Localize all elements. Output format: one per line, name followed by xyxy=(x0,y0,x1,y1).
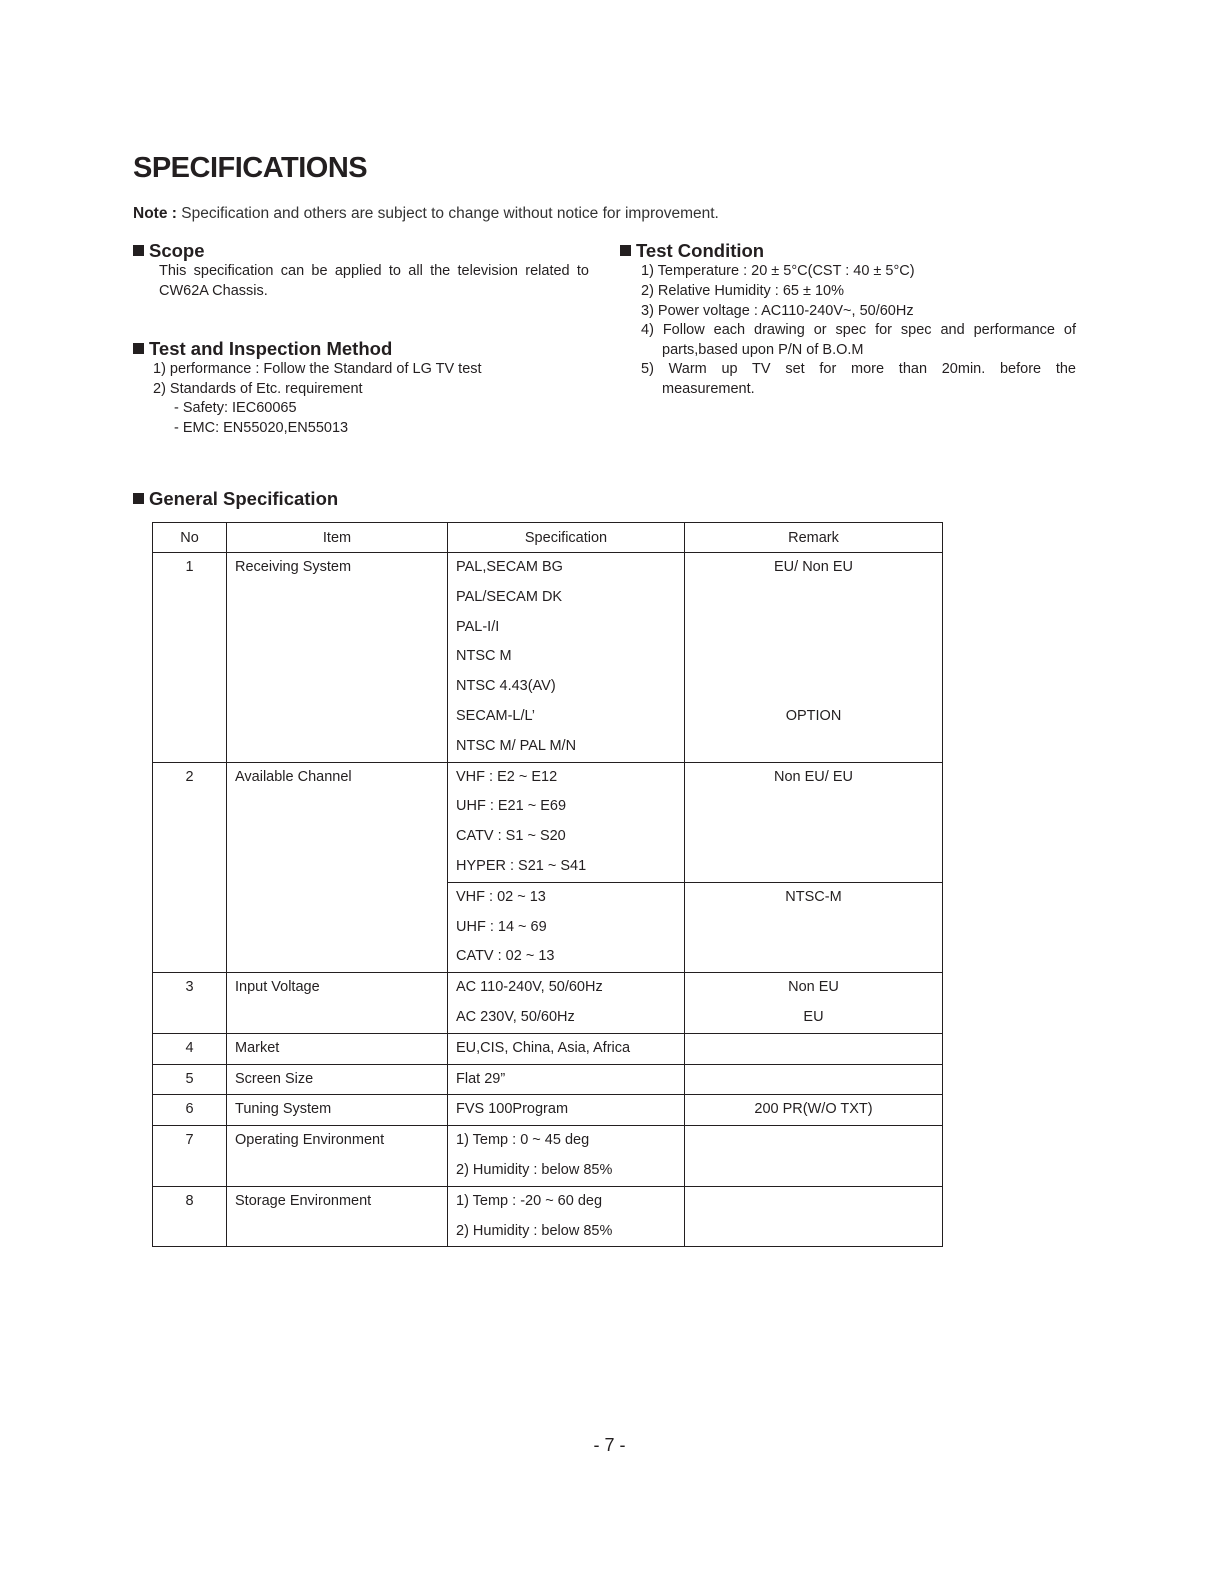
cell-spec: PAL,SECAM BG PAL/SECAM DK PAL-I/I NTSC M NTSC 4.43(AV) SECAM-L/L’ NTSC M/ PAL M/N xyxy=(448,553,685,763)
cell-spec: AC 110-240V, 50/60Hz AC 230V, 50/60Hz xyxy=(448,973,685,1034)
table-row xyxy=(153,973,943,1034)
test-condition-line: 1) Temperature : 20 ± 5°C(CST : 40 ± 5°C) xyxy=(641,263,915,279)
test-method-line: - Safety: IEC60065 xyxy=(174,400,297,416)
cell-item: Tuning System xyxy=(227,1095,448,1126)
table-row xyxy=(153,1064,943,1095)
test-condition-line: measurement. xyxy=(662,381,755,397)
cell-remark: Non EU EU xyxy=(685,973,943,1034)
cell-no: 2 xyxy=(153,762,227,973)
cell-no: 4 xyxy=(153,1033,227,1064)
cell-remark xyxy=(685,1186,943,1247)
scope-heading: Scope xyxy=(133,240,205,262)
scope-line: CW62A Chassis. xyxy=(159,283,268,299)
page-number: - 7 - xyxy=(593,1435,626,1455)
test-method-heading: Test and Inspection Method xyxy=(133,338,392,360)
test-condition-line: 5) Warm up TV set for more than 20min. before the xyxy=(641,361,1076,377)
scope-line: This specification can be applied to all the television related to xyxy=(159,263,589,279)
header-remark: Remark xyxy=(685,523,943,553)
cell-spec: 1) Temp : 0 ~ 45 deg 2) Humidity : below 85% xyxy=(448,1126,685,1187)
cell-spec: VHF : 02 ~ 13 UHF : 14 ~ 69 CATV : 02 ~ 13 xyxy=(448,882,685,972)
cell-spec: Flat 29” xyxy=(448,1064,685,1095)
general-spec-heading: General Specification xyxy=(133,488,338,510)
table-row xyxy=(153,1033,943,1064)
cell-item: Screen Size xyxy=(227,1064,448,1095)
cell-item: Market xyxy=(227,1033,448,1064)
cell-no: 7 xyxy=(153,1126,227,1187)
cell-spec: EU,CIS, China, Asia, Africa xyxy=(448,1033,685,1064)
cell-remark: 200 PR(W/O TXT) xyxy=(685,1095,943,1126)
test-condition-line: 2) Relative Humidity : 65 ± 10% xyxy=(641,283,844,299)
test-condition-line: 4) Follow each drawing or spec for spec and performance of xyxy=(641,322,1076,338)
cell-no: 8 xyxy=(153,1186,227,1247)
cell-remark xyxy=(685,1126,943,1187)
cell-no: 6 xyxy=(153,1095,227,1126)
note xyxy=(133,205,719,223)
header-item: Item xyxy=(227,523,448,553)
cell-remark: EU/ Non EU OPTION xyxy=(685,553,943,763)
cell-spec: VHF : E2 ~ E12 UHF : E21 ~ E69 CATV : S1 ~ S20 HYPER : S21 ~ S41 xyxy=(448,762,685,882)
cell-no: 3 xyxy=(153,973,227,1034)
cell-remark xyxy=(685,1064,943,1095)
square-bullet-icon xyxy=(133,343,144,354)
header-specification: Specification xyxy=(448,523,685,553)
table-row xyxy=(153,1186,943,1247)
table-header-row xyxy=(153,523,943,553)
table-row xyxy=(153,553,943,763)
cell-no: 5 xyxy=(153,1064,227,1095)
cell-spec: 1) Temp : -20 ~ 60 deg 2) Humidity : below 85% xyxy=(448,1186,685,1247)
cell-item: Receiving System xyxy=(227,553,448,763)
square-bullet-icon xyxy=(133,245,144,256)
note-label: Note : xyxy=(133,205,177,222)
note-text: Specification and others are subject to change without notice for improvement. xyxy=(181,205,719,222)
cell-remark: Non EU/ EU xyxy=(685,762,943,882)
test-condition-line: parts,based upon P/N of B.O.M xyxy=(662,342,864,358)
table-row xyxy=(153,1126,943,1187)
table-row xyxy=(153,1095,943,1126)
cell-item: Operating Environment xyxy=(227,1126,448,1187)
header-no: No xyxy=(153,523,227,553)
cell-spec: FVS 100Program xyxy=(448,1095,685,1126)
cell-remark: NTSC-M xyxy=(685,882,943,972)
cell-item: Input Voltage xyxy=(227,973,448,1034)
test-condition-heading: Test Condition xyxy=(620,240,764,262)
cell-no: 1 xyxy=(153,553,227,763)
general-spec-table xyxy=(152,522,943,1247)
cell-remark xyxy=(685,1033,943,1064)
cell-item: Storage Environment xyxy=(227,1186,448,1247)
table-row xyxy=(153,762,943,882)
test-method-line: - EMC: EN55020,EN55013 xyxy=(174,420,349,436)
test-condition-line: 3) Power voltage : AC110-240V~, 50/60Hz xyxy=(641,303,914,319)
page-title: SPECIFICATIONS xyxy=(133,152,368,184)
square-bullet-icon xyxy=(620,245,631,256)
test-method-line: 1) performance : Follow the Standard of LG TV test xyxy=(153,361,482,377)
square-bullet-icon xyxy=(133,493,144,504)
test-method-line: 2) Standards of Etc. requirement xyxy=(153,381,363,397)
cell-item: Available Channel xyxy=(227,762,448,973)
